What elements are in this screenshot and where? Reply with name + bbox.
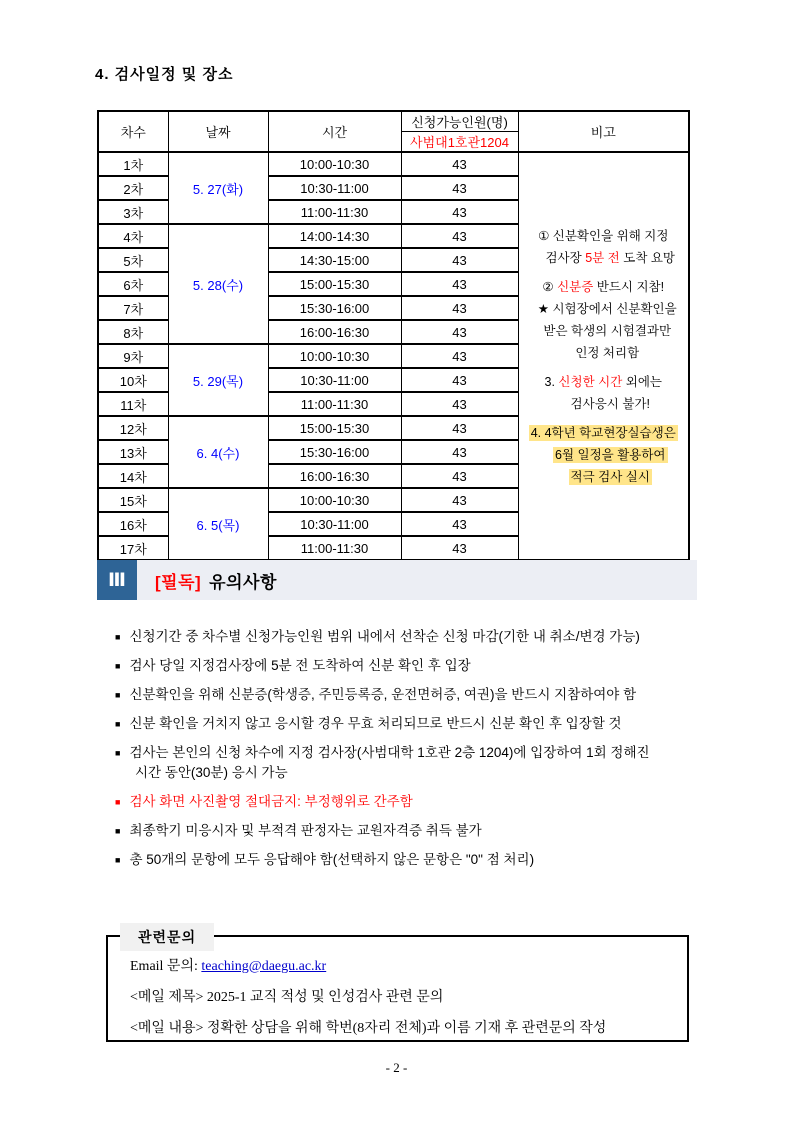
- header-location: 사범대1호관1204: [401, 132, 518, 153]
- round-cell: 4차: [98, 224, 168, 248]
- capacity-cell: 43: [401, 440, 518, 464]
- page-title: 4. 검사일정 및 장소: [95, 66, 234, 83]
- time-cell: 15:30-16:00: [268, 296, 401, 320]
- time-cell: 10:30-11:00: [268, 176, 401, 200]
- capacity-cell: 43: [401, 320, 518, 344]
- round-cell: 6차: [98, 272, 168, 296]
- bullet-square-icon: ■: [115, 855, 121, 865]
- time-cell: 15:30-16:00: [268, 440, 401, 464]
- round-cell: 3차: [98, 200, 168, 224]
- contact-box: [106, 929, 689, 1042]
- capacity-cell: 43: [401, 464, 518, 488]
- mail-subject-line: <메일 제목> 2025-1 교직 적성 및 인성검사 관련 문의: [130, 990, 444, 1005]
- capacity-cell: 43: [401, 224, 518, 248]
- list-item: ■ 신분확인을 위해 신분증(학생증, 주민등록증, 운전면허증, 여권)을 반드시 지참하여야 함: [115, 687, 637, 702]
- capacity-cell: 43: [401, 200, 518, 224]
- list-item: ■ 신분 확인을 거치지 않고 응시할 경우 무효 처리되므로 반드시 신분 확인 후 입장할 것: [115, 716, 622, 731]
- time-cell: 10:30-11:00: [268, 368, 401, 392]
- email-link[interactable]: teaching@daegu.ac.kr: [201, 959, 327, 974]
- round-cell: 11차: [98, 392, 168, 416]
- note-group-1: [519, 225, 689, 269]
- list-item: ■ 검사는 본인의 신청 차수에 지정 검사장(사범대학 1호관 2층 1204)에 입장하여 1회 정해진 시간 동안(30분) 응시 가능: [115, 745, 650, 780]
- time-cell: 10:30-11:00: [268, 512, 401, 536]
- round-cell: 5차: [98, 248, 168, 272]
- notice-list: [115, 627, 715, 879]
- round-cell: 1차: [98, 152, 168, 176]
- note-line: 4. 4학년 학교현장실습생은: [530, 425, 676, 440]
- capacity-cell: 43: [401, 488, 518, 512]
- table-header-row: [98, 111, 689, 132]
- round-cell: 16차: [98, 512, 168, 536]
- bullet-square-icon: ■: [115, 826, 121, 836]
- time-cell: 11:00-11:30: [268, 392, 401, 416]
- header-capacity: 신청가능인원(명): [401, 111, 518, 132]
- round-cell: 2차: [98, 176, 168, 200]
- capacity-cell: 43: [401, 368, 518, 392]
- note-line: 인정 처리함: [575, 345, 640, 360]
- note-group-4: [519, 422, 689, 488]
- note-line: 6월 일정을 활용하여: [555, 447, 666, 462]
- bullet-square-icon: ■: [115, 690, 121, 700]
- date-cell: 6. 5(목): [168, 488, 268, 560]
- email-line: [130, 951, 677, 982]
- note-line: 3. 신청한 시간 외에는: [544, 374, 662, 389]
- list-item: ■ 최종학기 미응시자 및 부적격 판정자는 교원자격증 취득 불가: [115, 823, 482, 838]
- round-cell: 10차: [98, 368, 168, 392]
- section-numeral-badge: Ⅲ: [97, 560, 137, 600]
- date-cell: 5. 27(화): [168, 152, 268, 224]
- schedule-table: [97, 110, 690, 561]
- time-cell: 14:30-15:00: [268, 248, 401, 272]
- note-group-2: [519, 276, 689, 364]
- header-date: 날짜: [168, 111, 268, 152]
- email-label: Email 문의:: [130, 959, 202, 974]
- table-row: [98, 152, 689, 176]
- time-cell: 11:00-11:30: [268, 536, 401, 560]
- time-cell: 15:00-15:30: [268, 272, 401, 296]
- note-line: ② 신분증 반드시 지참!: [542, 279, 665, 294]
- round-cell: 9차: [98, 344, 168, 368]
- time-cell: 10:00-10:30: [268, 488, 401, 512]
- bullet-square-icon: ■: [115, 719, 121, 729]
- date-cell: 5. 28(수): [168, 224, 268, 344]
- round-cell: 7차: [98, 296, 168, 320]
- list-item: ■ 총 50개의 문항에 모두 응답해야 함(선택하지 않은 문항은 "0" 점 처리): [115, 852, 535, 867]
- section-title: [155, 568, 277, 593]
- mail-body-line: <메일 내용> 정확한 상담을 위해 학번(8자리 전체)과 이름 기재 후 관련문의 작성: [130, 1021, 607, 1036]
- section-header-bar: [97, 560, 697, 600]
- round-cell: 8차: [98, 320, 168, 344]
- capacity-cell: 43: [401, 536, 518, 560]
- contact-box-title: 관련문의: [120, 923, 214, 951]
- list-item: ■ 검사 당일 지정검사장에 5분 전 도착하여 신분 확인 후 입장: [115, 658, 471, 673]
- capacity-cell: 43: [401, 512, 518, 536]
- section-title-text: 유의사항: [209, 572, 277, 592]
- round-cell: 15차: [98, 488, 168, 512]
- header-time: 시간: [268, 111, 401, 152]
- time-cell: 15:00-15:30: [268, 416, 401, 440]
- capacity-cell: 43: [401, 296, 518, 320]
- time-cell: 10:00-10:30: [268, 344, 401, 368]
- note-line: 적극 검사 실시: [570, 469, 650, 484]
- time-cell: 10:00-10:30: [268, 152, 401, 176]
- header-note: 비고: [518, 111, 689, 152]
- bullet-square-icon: ■: [115, 632, 121, 642]
- bullet-square-icon: ■: [115, 748, 121, 758]
- round-cell: 17차: [98, 536, 168, 560]
- time-cell: 14:00-14:30: [268, 224, 401, 248]
- note-cell: [518, 152, 689, 560]
- note-line: 받은 학생의 시험결과만: [543, 323, 672, 338]
- note-line: ① 신분확인을 위해 지정: [538, 228, 669, 243]
- date-cell: 5. 29(목): [168, 344, 268, 416]
- bullet-square-icon: ■: [115, 797, 121, 807]
- round-cell: 12차: [98, 416, 168, 440]
- round-cell: 13차: [98, 440, 168, 464]
- round-cell: 14차: [98, 464, 168, 488]
- note-line: 검사장 5분 전 도착 요망: [545, 250, 676, 265]
- note-line: 검사응시 불가!: [570, 396, 650, 411]
- capacity-cell: 43: [401, 392, 518, 416]
- capacity-cell: 43: [401, 176, 518, 200]
- time-cell: 11:00-11:30: [268, 200, 401, 224]
- page-number: - 2 -: [385, 1060, 408, 1075]
- date-cell: 6. 4(수): [168, 416, 268, 488]
- note-group-3: [519, 371, 689, 415]
- capacity-cell: 43: [401, 272, 518, 296]
- header-round: 차수: [98, 111, 168, 152]
- capacity-cell: 43: [401, 152, 518, 176]
- bullet-square-icon: ■: [115, 661, 121, 671]
- list-item-warning: ■ 검사 화면 사진촬영 절대금지: 부정행위로 간주함: [115, 794, 413, 809]
- capacity-cell: 43: [401, 248, 518, 272]
- time-cell: 16:00-16:30: [268, 320, 401, 344]
- list-item: ■ 신청기간 중 차수별 신청가능인원 범위 내에서 선착순 신청 마감(기한 내 취소/변경 가능): [115, 629, 640, 644]
- time-cell: 16:00-16:30: [268, 464, 401, 488]
- capacity-cell: 43: [401, 344, 518, 368]
- must-read-badge: [필독]: [155, 572, 202, 592]
- capacity-cell: 43: [401, 416, 518, 440]
- contact-content: [108, 937, 687, 1044]
- note-line: ★ 시험장에서 신분확인을: [537, 301, 677, 316]
